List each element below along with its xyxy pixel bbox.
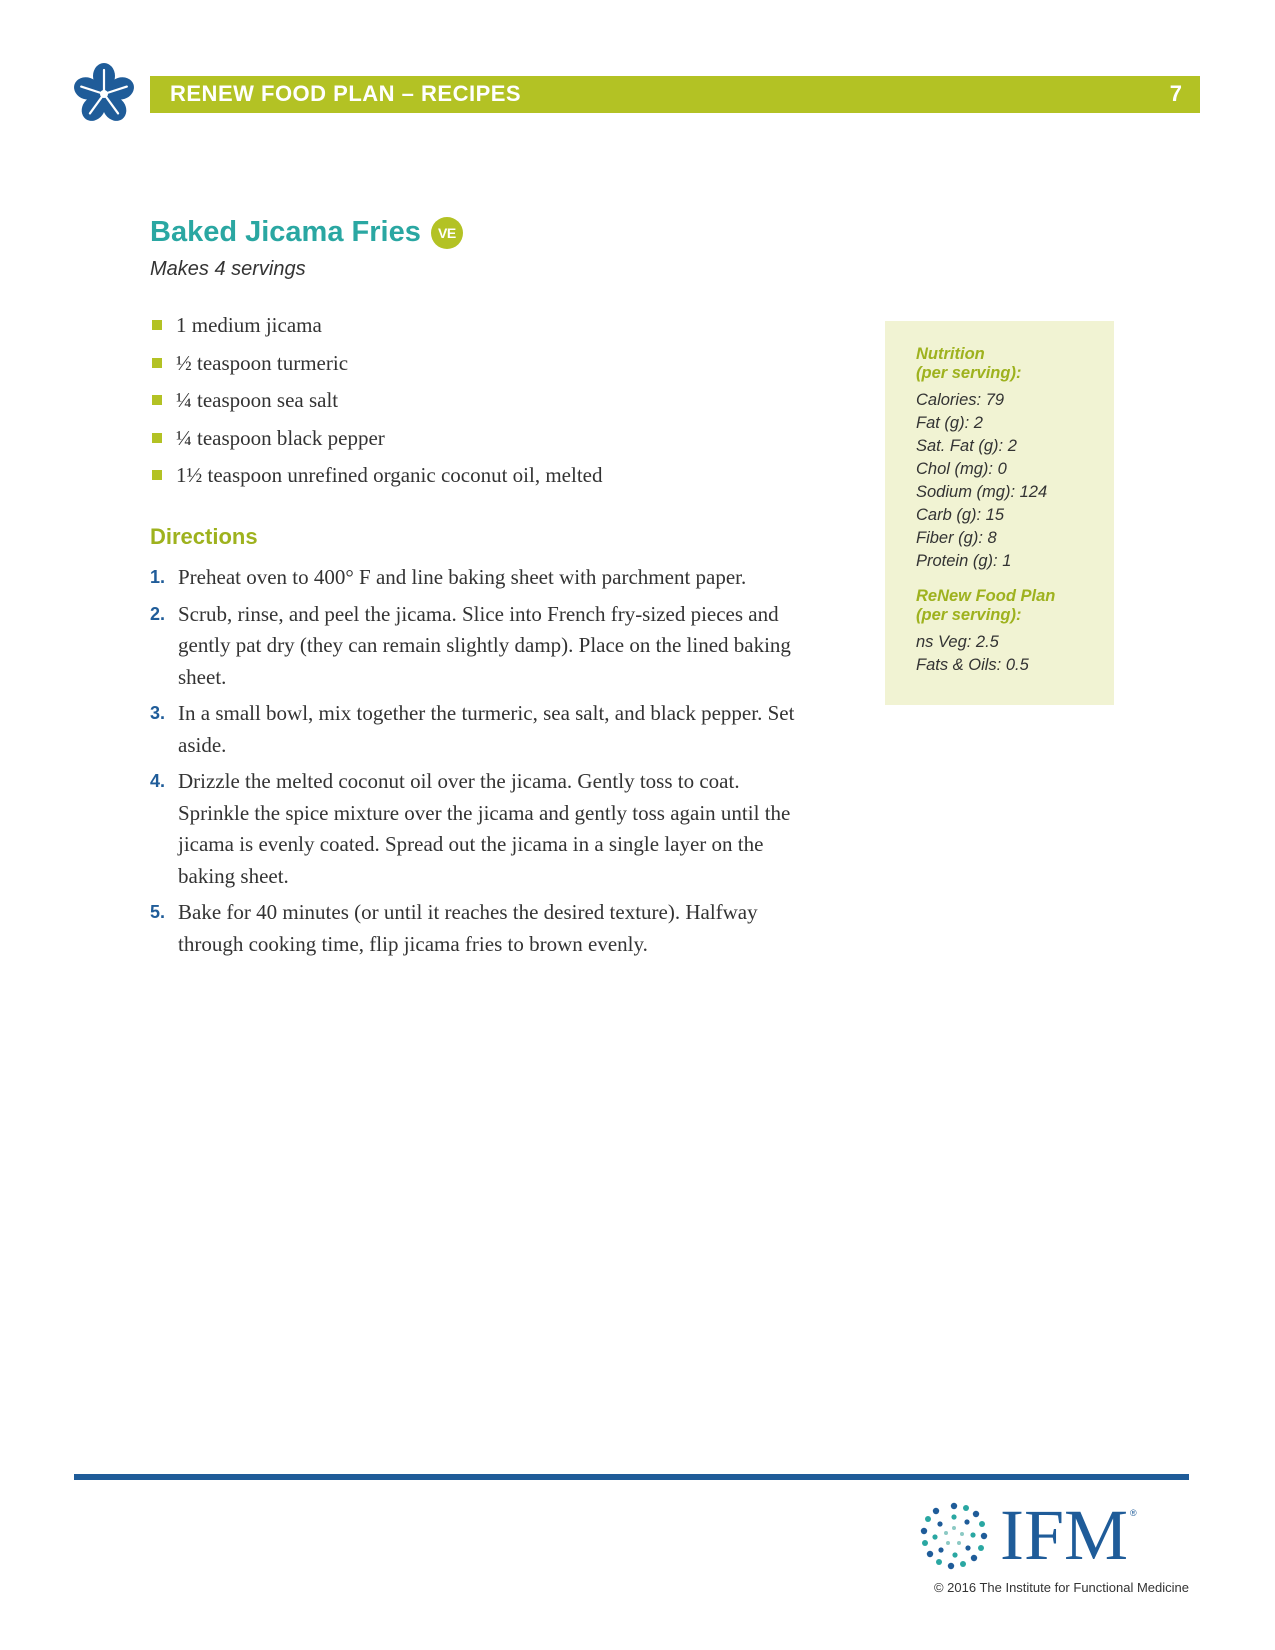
- food-plan-heading: ReNew Food Plan: [916, 587, 1056, 605]
- registered-mark: ®: [1130, 1508, 1137, 1518]
- list-item: ¼ teaspoon sea salt: [150, 386, 603, 424]
- ifm-swirl-logo-icon: [918, 1500, 990, 1572]
- directions-list: [150, 562, 810, 965]
- recipe-title: [150, 216, 463, 249]
- header-title: RENEW FOOD PLAN – RECIPES: [170, 81, 522, 106]
- food-plan-heading-sub: (per serving):: [916, 606, 1022, 624]
- nutrition-facts: [916, 389, 1106, 573]
- copyright-text: © 2016 The Institute for Functional Medicine: [933, 1580, 1189, 1595]
- nutrition-item: Fat (g): 2: [916, 414, 983, 432]
- food-plan-item: Fats & Oils: 0.5: [916, 656, 1029, 674]
- ifm-logo-text: IFM: [1000, 1495, 1129, 1575]
- footer-divider: [74, 1474, 1189, 1480]
- direction-step: 2. Scrub, rinse, and peel the jicama. Slice into French fry-sized pieces and gently pat dry (they can remain slightly damp). Place on the lined baking sheet.: [150, 601, 791, 689]
- list-item: 1½ teaspoon unrefined organic coconut oil, melted: [150, 461, 603, 499]
- food-plan-item: ns Veg: 2.5: [916, 633, 999, 651]
- flower-logo-icon: [72, 62, 136, 126]
- vegan-badge: VE: [431, 217, 463, 249]
- square-bullet-icon: [152, 395, 162, 405]
- nutrition-item: Protein (g): 1: [916, 552, 1012, 570]
- direction-step: 1. Preheat oven to 400° F and line baking sheet with parchment paper.: [150, 565, 747, 589]
- header-bar: [150, 76, 1200, 113]
- nutrition-panel: [885, 321, 1114, 705]
- direction-step: 5. Bake for 40 minutes (or until it reaches the desired texture). Halfway through cooking time, flip jicama fries to brown evenly.: [150, 900, 758, 956]
- square-bullet-icon: [152, 320, 162, 330]
- directions-heading: Directions: [150, 524, 258, 549]
- nutrition-item: Chol (mg): 0: [916, 460, 1007, 478]
- recipe-title-text: Baked Jicama Fries: [150, 216, 421, 248]
- square-bullet-icon: [152, 358, 162, 368]
- square-bullet-icon: [152, 433, 162, 443]
- ingredients-list: [150, 311, 603, 499]
- page-number: 7: [1169, 81, 1182, 106]
- list-item: ½ teaspoon turmeric: [150, 349, 603, 387]
- list-item: 1 medium jicama: [150, 311, 603, 349]
- direction-step: 3. In a small bowl, mix together the turmeric, sea salt, and black pepper. Set aside.: [150, 701, 795, 757]
- nutrition-item: Carb (g): 15: [916, 506, 1005, 524]
- nutrition-heading-sub: (per serving):: [916, 364, 1022, 382]
- nutrition-heading: Nutrition: [916, 345, 985, 363]
- direction-step: 4. Drizzle the melted coconut oil over the jicama. Gently toss to coat. Sprinkle the spice mixture over the jicama and gently toss again until the jicama is evenly coated. Spread out the jicama in a single layer on the baking sheet.: [150, 769, 791, 888]
- servings-text: Makes 4 servings: [150, 258, 306, 280]
- square-bullet-icon: [152, 470, 162, 480]
- nutrition-item: Sodium (mg): 124: [916, 483, 1048, 501]
- food-plan-facts: [916, 631, 1106, 677]
- nutrition-item: Fiber (g): 8: [916, 529, 997, 547]
- list-item: ¼ teaspoon black pepper: [150, 424, 603, 462]
- nutrition-item: Sat. Fat (g): 2: [916, 437, 1017, 455]
- nutrition-item: Calories: 79: [916, 391, 1005, 409]
